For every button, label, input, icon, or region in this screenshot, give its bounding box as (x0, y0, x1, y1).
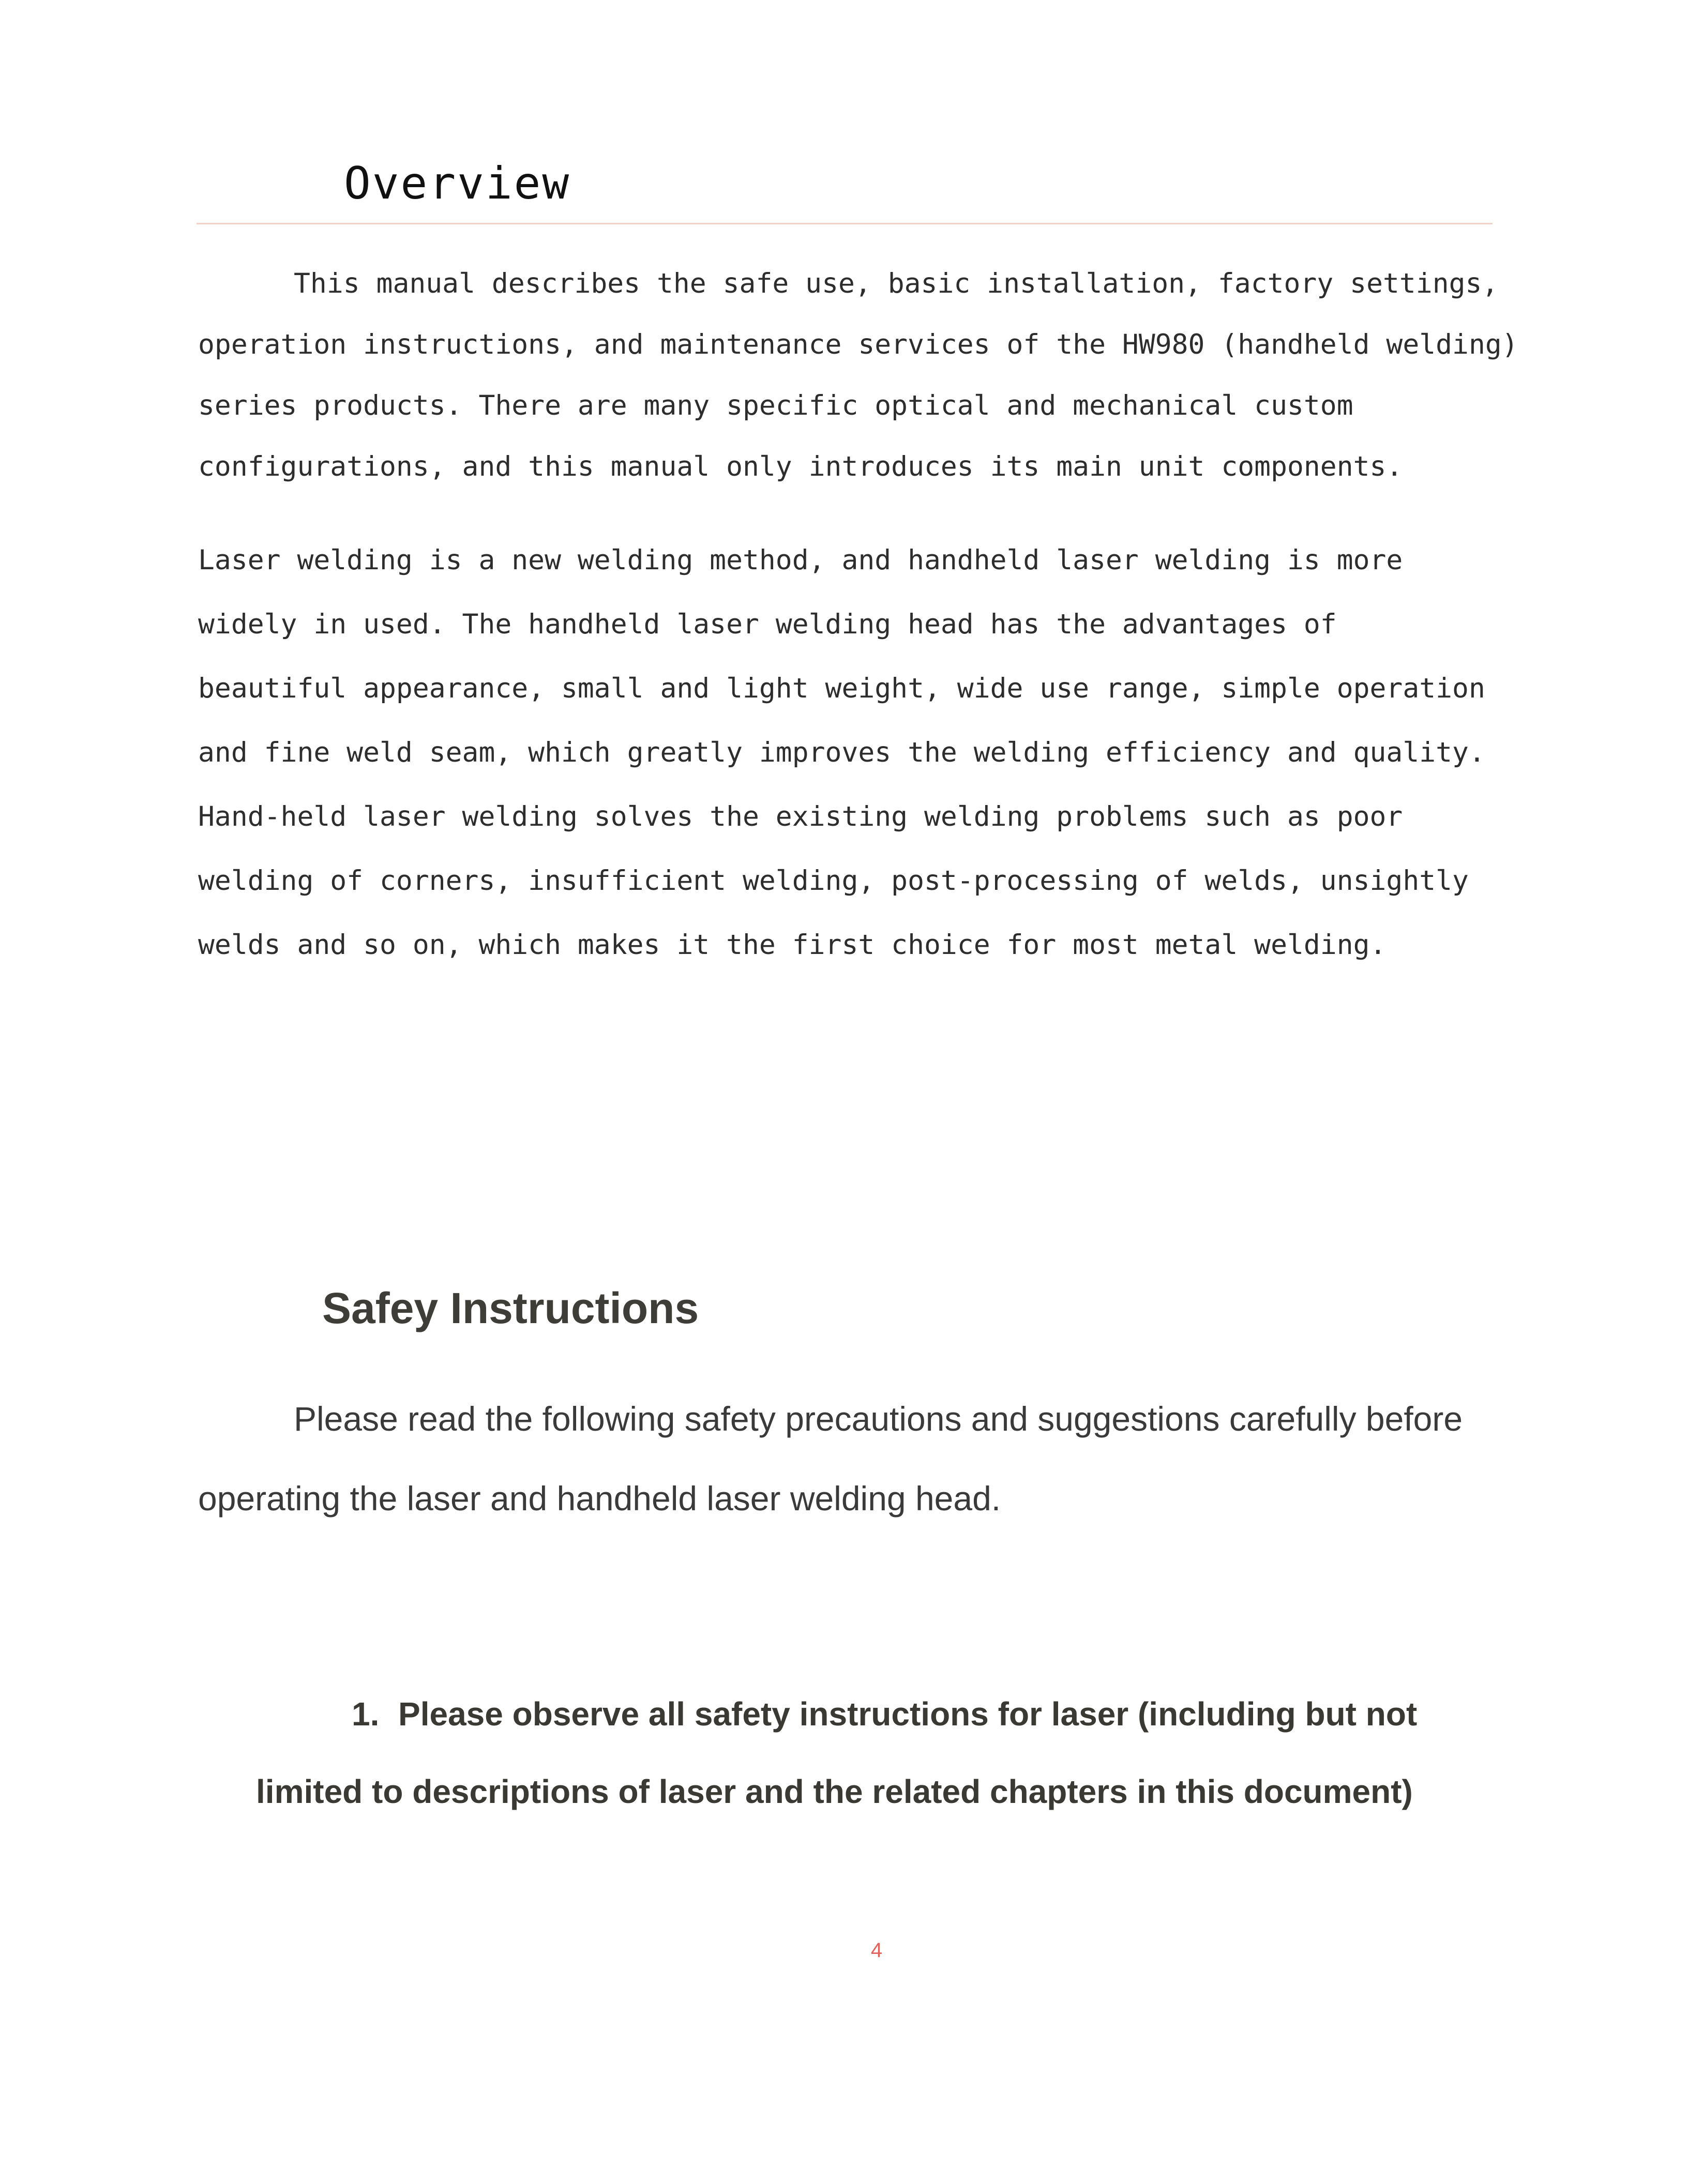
safety-item-line-2: limited to descriptions of laser and the related chapters in this document) (256, 1773, 1413, 1810)
text-line: Please read the following safety precautions and suggestions carefully before (294, 1400, 1463, 1438)
overview-paragraph-1 (198, 253, 1518, 497)
page-number: 4 (870, 1939, 883, 1962)
heading-divider (197, 223, 1493, 224)
safety-intro-paragraph (198, 1379, 1463, 1538)
safety-heading: Safey Instructions (322, 1284, 699, 1332)
text-line: operating the laser and handheld laser welding head. (198, 1479, 1001, 1518)
overview-paragraph-2 (198, 528, 1485, 977)
text-line: welds and so on, which makes it the first choice for most metal welding. (198, 929, 1386, 961)
text-line: Laser welding is a new welding method, and handheld laser welding is more (198, 544, 1403, 576)
text-line: welding of corners, insufficient welding, post-processing of welds, unsightly (198, 865, 1469, 897)
text-line: series products. There are many specific optical and mechanical custom (198, 390, 1353, 421)
item-text: Please observe all safety instructions for laser (including but not (398, 1695, 1418, 1733)
safety-item-line-1 (256, 1675, 1417, 1753)
text-line: Hand-held laser welding solves the existing welding problems such as poor (198, 801, 1403, 832)
text-line: This manual describes the safe use, basic installation, factory settings, (294, 268, 1499, 299)
text-line: beautiful appearance, small and light weight, wide use range, simple operation (198, 673, 1485, 704)
item-number: 1. (352, 1695, 380, 1733)
text-line: configurations, and this manual only introduces its main unit components. (198, 451, 1403, 482)
text-line: operation instructions, and maintenance services of the HW980 (handheld welding) (198, 329, 1518, 360)
overview-heading: Overview (344, 158, 571, 209)
safety-item-1 (256, 1675, 1417, 1830)
text-line: widely in used. The handheld laser welding head has the advantages of (198, 609, 1337, 640)
text-line: and fine weld seam, which greatly improves the welding efficiency and quality. (198, 737, 1485, 768)
